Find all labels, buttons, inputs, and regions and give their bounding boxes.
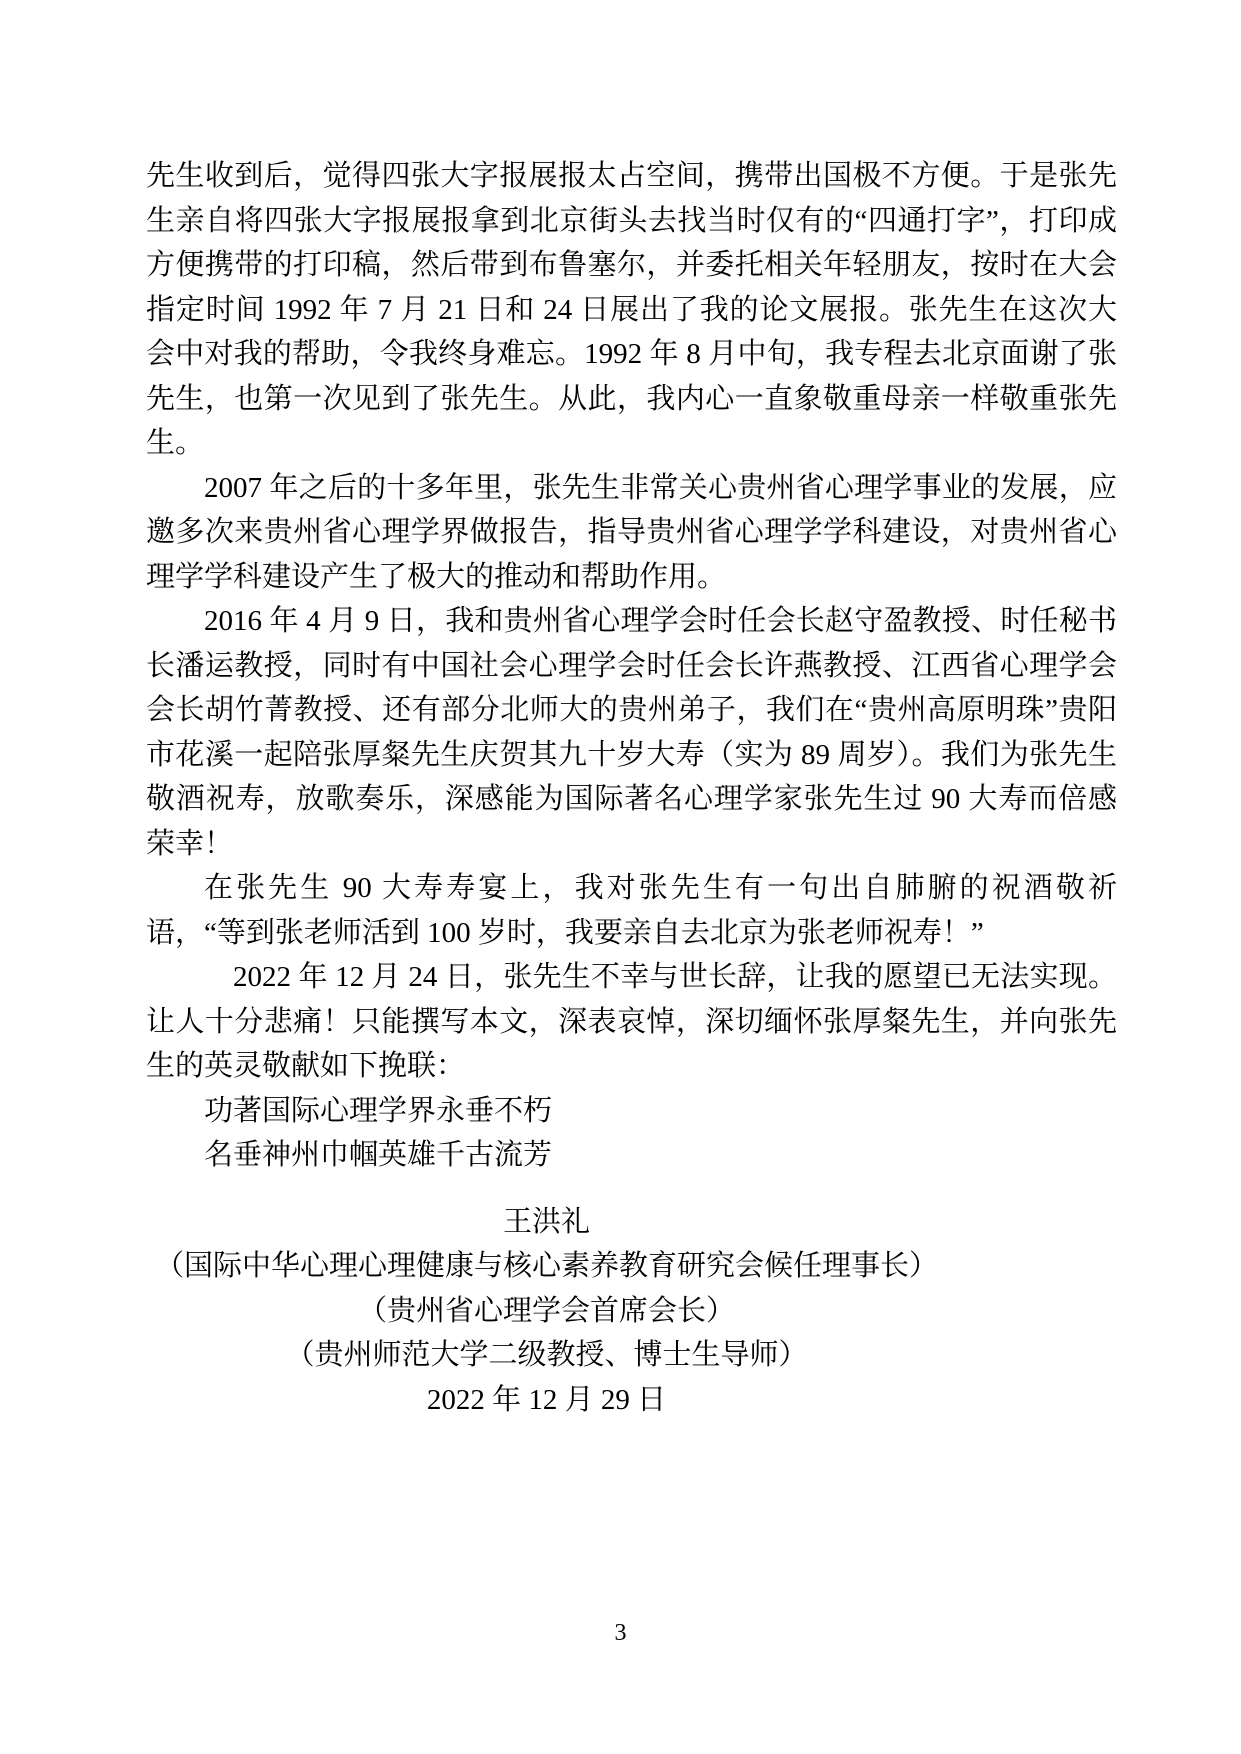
signature-title: （贵州师范大学二级教授、博士生导师） [285,1339,808,1371]
paragraph: 名垂神州巾帼英雄千古流芳 [204,1139,553,1171]
body-text [146,154,1117,1422]
signature-name: 王洪礼 [502,1205,590,1238]
signature-block [146,1200,1117,1423]
signature-date: 2022 年 12 月 29 日 [426,1383,667,1416]
paragraph: 2016 年 4 月 9 日，我和贵州省心理学会时任会长赵守盈教授、时任秘书长潘运教授，同时有中国社会心理学会时任会长许燕教授、江西省心理学会会长胡竹菁教授、还有部分北师大的贵州弟子，我们在“贵州高原明珠”贵阳市花溪一起陪张厚粲先生庆贺其九十岁大寿（实为 89 周岁）。我们为张先生敬酒祝寿，放歌奏乐，深感能为国际著名心理学家张先生过 90 大寿而倍感荣幸！ [146,605,1117,860]
paragraph-container [146,154,1117,1178]
paragraph: 在张先生 90 大寿寿宴上，我对张先生有一句出自肺腑的祝酒敬祈语，“等到张老师活到 100 岁时，我要亲自去北京为张老师祝寿！” [146,872,1117,949]
signature-title: （贵州省心理学会首席会长） [357,1294,735,1327]
paragraph: 2022 年 12 月 24 日，张先生不幸与世长辞，让我的愿望已无法实现。让人十分悲痛！只能撰写本文，深表哀悼，深切缅怀张厚粲先生，并向张先生的英灵敬献如下挽联： [146,961,1117,1082]
page-number: 3 [614,1620,627,1646]
signature-title: （国际中华心理心理健康与核心素养教育研究会候任理事长） [154,1250,938,1282]
paragraph: 功著国际心理学界永垂不朽 [204,1094,553,1127]
paragraph: 2007 年之后的十多年里，张先生非常关心贵州省心理学事业的发展，应邀多次来贵州省心理学界做报告，指导贵州省心理学学科建设，对贵州省心理学学科建设产生了极大的推动和帮助作用。 [146,471,1117,593]
paragraph: 先生收到后，觉得四张大字报展报太占空间，携带出国极不方便。于是张先生亲自将四张大字报展报拿到北京街头去找当时仅有的“四通打字”，打印成方便携带的打印稿，然后带到布鲁塞尔，并委托相关年轻朋友，按时在大会指定时间 1992 年 7 月 21 日和 24 日展出了我的论文展报。张先生在这次大会中对我的帮助，令我终身难忘。1992 年 8 月中旬，我专程去北京面谢了张先生，也第一次见到了张先生。从此，我内心一直象敬重母亲一样敬重张先生。 [146,160,1117,459]
